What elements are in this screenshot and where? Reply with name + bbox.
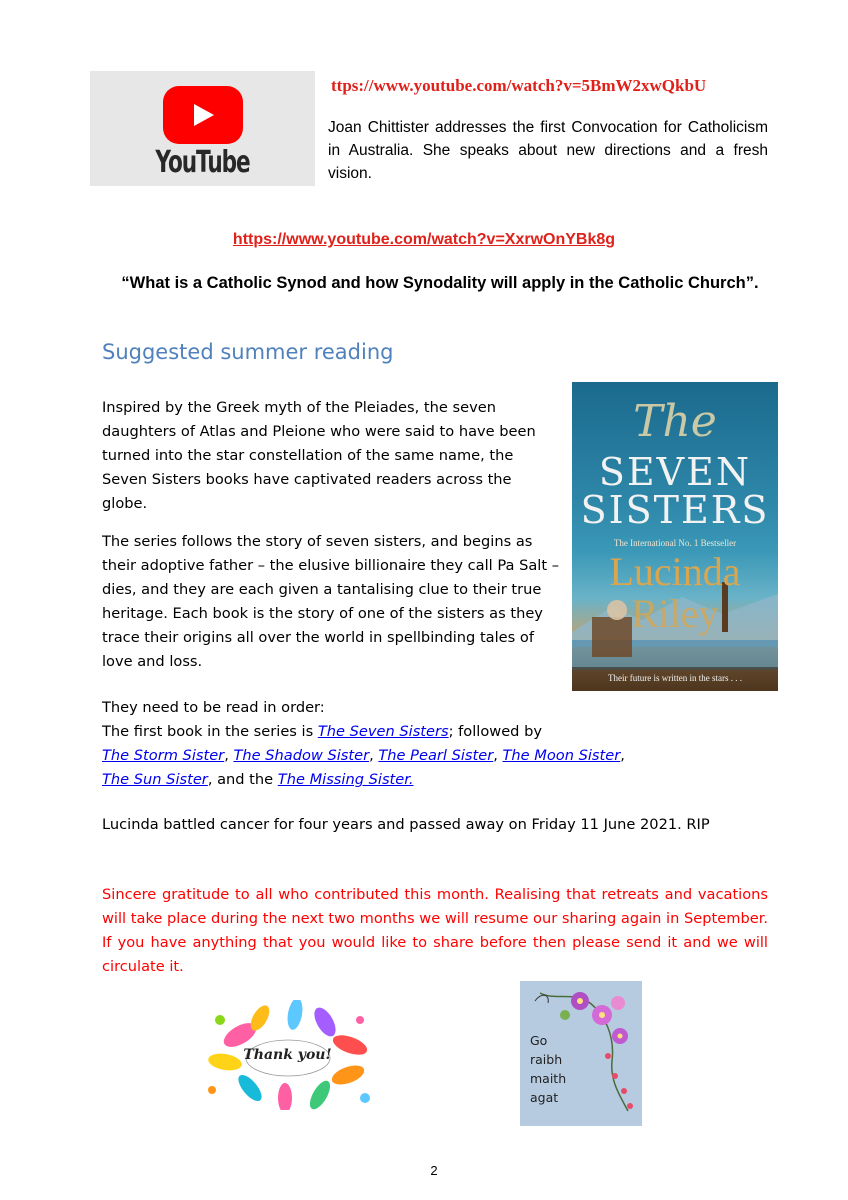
first-book-prefix: The first book in the series is — [102, 723, 318, 740]
cover-title-sisters: SISTERS — [580, 488, 770, 532]
cover-author-first: Lucinda — [609, 549, 741, 594]
book-link-sun-sister[interactable]: The Sun Sister — [102, 771, 208, 788]
order-intro: They need to be read in order: — [102, 699, 325, 716]
book-link-pearl-sister[interactable]: The Pearl Sister — [378, 747, 494, 764]
gaelic-line: Go — [530, 1033, 548, 1048]
book-link-moon-sister[interactable]: The Moon Sister — [502, 747, 621, 764]
youtube-logo[interactable] — [90, 71, 315, 186]
page-number: 2 — [430, 1163, 438, 1178]
cover-author-last: Riley — [631, 591, 719, 636]
video-link-1[interactable]: ttps://www.youtube.com/watch?v=5BmW2xwQkbU — [331, 76, 707, 95]
gaelic-text — [530, 1031, 566, 1107]
book-link-storm-sister[interactable]: The Storm Sister — [102, 747, 225, 764]
gaelic-line: maith — [530, 1071, 567, 1086]
youtube-play-icon — [163, 86, 243, 144]
cover-title-seven: SEVEN — [598, 450, 752, 494]
order-line-2: The Storm Sister, The Shadow Sister, The Pearl Sister, The Moon Sister, — [102, 747, 625, 764]
cover-tagline: The International No. 1 Bestseller — [613, 538, 737, 548]
section-heading: Suggested summer reading — [102, 340, 394, 364]
book-cover-image — [572, 382, 778, 691]
cover-title-the: The — [633, 396, 717, 447]
youtube-wordmark: YouTube — [155, 145, 250, 180]
thank-you-text: Thank you! — [243, 1047, 332, 1063]
reading-paragraph-1: Inspired by the Greek myth of the Pleiades, the seven daughters of Atlas and Pleione who were said to have been turned into the star constellation of the same name, the Seven Sisters books have captivated readers across the globe. — [102, 399, 536, 512]
gaelic-line: agat — [530, 1090, 559, 1105]
video-title-quote: “What is a Catholic Synod and how Synodality will apply in the Catholic Church”. — [121, 274, 759, 292]
reading-order — [102, 696, 742, 792]
gratitude-paragraph: Sincere gratitude to all who contributed this month. Realising that retreats and vacations will take place during the next two months we will resume our sharing again in September. If you have anything that you would like to share before then please send it and we will circulate it. — [102, 886, 768, 975]
video-link-2[interactable]: https://www.youtube.com/watch?v=XxrwOnYBk8g — [232, 231, 616, 248]
followed-by: ; followed by — [448, 723, 542, 740]
book-link-shadow-sister[interactable]: The Shadow Sister — [233, 747, 370, 764]
gaelic-line: raibh — [530, 1052, 563, 1067]
book-link-missing-sister[interactable]: The Missing Sister. — [277, 771, 414, 788]
order-line-1 — [102, 720, 742, 744]
book-link-seven-sisters[interactable]: The Seven Sisters — [317, 723, 449, 740]
author-memorial: Lucinda battled cancer for four years and passed away on Friday 11 June 2021. RIP — [102, 816, 710, 833]
reading-paragraph-2: The series follows the story of seven sisters, and begins as their adoptive father – the elusive billionaire they call Pa Salt – dies, and they are each given a tantalising clue to their true heritage. Each book is the story of one of the sisters as they trace their origins all over the world in spellbinding tales of love and loss. — [102, 533, 560, 670]
order-line-3 — [102, 768, 742, 792]
video-description-1: Joan Chittister addresses the first Convocation for Catholicism in Australia. She speaks about new directions and a fresh vision. — [328, 119, 768, 182]
cover-footer: Their future is written in the stars . . . — [608, 673, 742, 683]
and-the: , and the — [207, 771, 278, 788]
gaelic-card-image — [520, 981, 642, 1126]
